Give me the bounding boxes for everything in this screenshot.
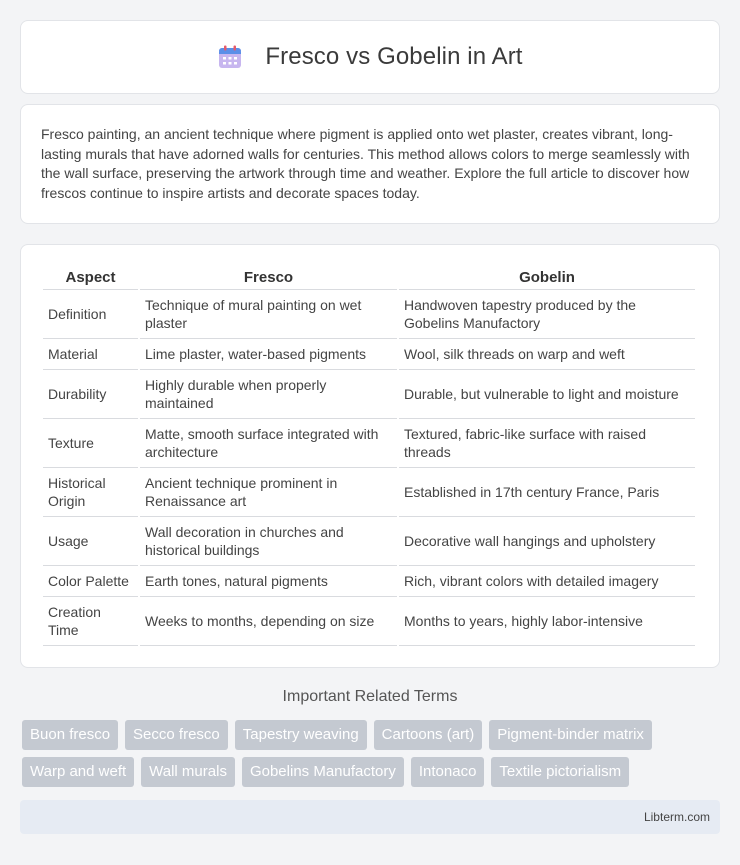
tag-wall-murals[interactable]: Wall murals [141, 757, 235, 787]
cell-fresco: Ancient technique prominent in Renaissance art [140, 468, 397, 517]
page-title: Fresco vs Gobelin in Art [265, 43, 523, 70]
table-row [43, 597, 695, 646]
tag-cartoons-art[interactable]: Cartoons (art) [374, 720, 483, 750]
cell-fresco: Matte, smooth surface integrated with architecture [140, 419, 397, 468]
tag-buon-fresco[interactable]: Buon fresco [22, 720, 118, 750]
table-row [43, 339, 695, 370]
cell-gobelin: Established in 17th century France, Paris [399, 468, 695, 517]
tag-intonaco[interactable]: Intonaco [411, 757, 485, 787]
tag-pigment-binder-matrix[interactable]: Pigment-binder matrix [489, 720, 652, 750]
tag-tapestry-weaving[interactable]: Tapestry weaving [235, 720, 367, 750]
intro-text: Fresco painting, an ancient technique where pigment is applied onto wet plaster, creates vibrant, long-lasting murals that have adorned walls for centuries. This method allows colors to merge seamlessly with the wall surface, preserving the artwork through time and weather. Explore the full article to discover how frescos continue to inspire artists and decorate spaces today. [41, 126, 690, 201]
footer-site-link[interactable]: Libterm.com [643, 810, 710, 824]
cell-fresco: Wall decoration in churches and historical buildings [140, 517, 397, 566]
cell-gobelin: Handwoven tapestry produced by the Gobelins Manufactory [399, 290, 695, 339]
cell-aspect: Creation Time [43, 597, 138, 646]
related-terms-list [22, 720, 722, 794]
calendar-icon [217, 44, 243, 70]
cell-fresco: Weeks to months, depending on size [140, 597, 397, 646]
header-card [20, 20, 720, 94]
footer [20, 800, 720, 834]
table-header-row [43, 266, 695, 290]
table-row [43, 517, 695, 566]
tag-gobelins-manufactory[interactable]: Gobelins Manufactory [242, 757, 404, 787]
cell-gobelin: Rich, vibrant colors with detailed imagery [399, 566, 695, 597]
cell-gobelin: Months to years, highly labor-intensive [399, 597, 695, 646]
cell-fresco: Lime plaster, water-based pigments [140, 339, 397, 370]
tag-secco-fresco[interactable]: Secco fresco [125, 720, 228, 750]
header-aspect: Aspect [43, 266, 138, 290]
header-gobelin: Gobelin [399, 266, 695, 290]
intro-card [20, 104, 720, 224]
cell-fresco: Earth tones, natural pigments [140, 566, 397, 597]
cell-aspect: Historical Origin [43, 468, 138, 517]
cell-aspect: Texture [43, 419, 138, 468]
tag-row [22, 757, 722, 787]
cell-gobelin: Wool, silk threads on warp and weft [399, 339, 695, 370]
cell-aspect: Definition [43, 290, 138, 339]
tag-textile-pictorialism[interactable]: Textile pictorialism [491, 757, 629, 787]
cell-gobelin: Textured, fabric-like surface with raised threads [399, 419, 695, 468]
cell-gobelin: Decorative wall hangings and upholstery [399, 517, 695, 566]
table-row [43, 419, 695, 468]
tag-row [22, 720, 722, 750]
cell-fresco: Highly durable when properly maintained [140, 370, 397, 419]
comparison-table-card [20, 244, 720, 668]
related-terms-title: Important Related Terms [282, 688, 458, 705]
cell-aspect: Material [43, 339, 138, 370]
cell-aspect: Durability [43, 370, 138, 419]
table-row [43, 566, 695, 597]
table-row [43, 370, 695, 419]
cell-gobelin: Durable, but vulnerable to light and moisture [399, 370, 695, 419]
header-fresco: Fresco [140, 266, 397, 290]
cell-aspect: Color Palette [43, 566, 138, 597]
table-row [43, 290, 695, 339]
table-row [43, 468, 695, 517]
tag-warp-and-weft[interactable]: Warp and weft [22, 757, 134, 787]
cell-fresco: Technique of mural painting on wet plaster [140, 290, 397, 339]
comparison-table [41, 266, 697, 646]
cell-aspect: Usage [43, 517, 138, 566]
